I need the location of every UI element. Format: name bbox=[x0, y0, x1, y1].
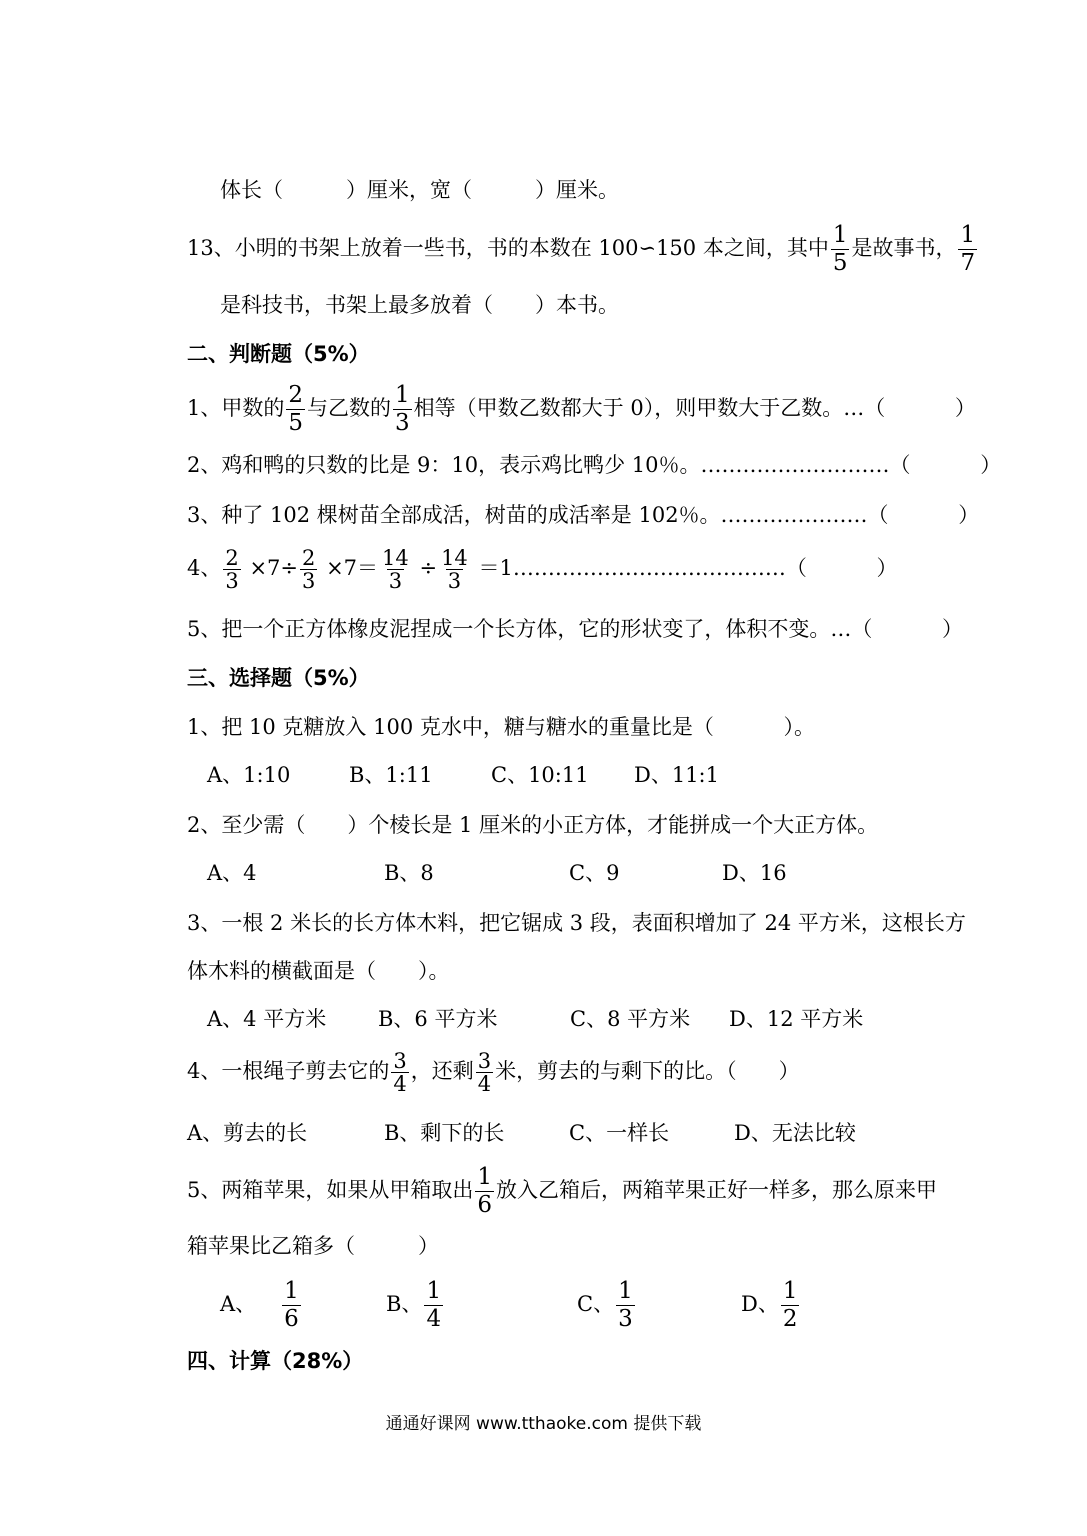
s3-q5-option-d-fraction: $\frac{1}{2}$ bbox=[782, 1278, 798, 1332]
q13-text-a: 13、小明的书架上放着一些书，书的本数在 100∽150 本之间，其中 bbox=[187, 236, 829, 260]
s3-q5-option-b-fraction: $\frac{1}{4}$ bbox=[426, 1278, 442, 1332]
s3-q1-option-c: C、10:11 bbox=[491, 763, 589, 787]
s3-q3-option-a: A、4 平方米 bbox=[207, 1007, 327, 1031]
s2-q1: 1、甲数的 $\frac{2}{5}$ 与乙数的 $\frac{1}{3}$ 相等（甲数乙数都大于 0），则甲数大于乙数。…（ ） bbox=[187, 382, 976, 436]
s3-q2-option-a: A、4 bbox=[207, 861, 257, 885]
s2-q4-fraction-2: $\frac{2}{3}$ bbox=[302, 546, 316, 593]
s3-q4-fraction-2: $\frac{3}{4}$ bbox=[477, 1049, 492, 1096]
s3-q5-option-c-fraction: $\frac{1}{3}$ bbox=[618, 1278, 633, 1332]
s3-q3-line2: 体木料的横截面是（ ）。 bbox=[187, 959, 450, 983]
s3-q5-option-d: D、 $\frac{1}{2}$ bbox=[741, 1278, 798, 1332]
s3-q4-option-c: C、一样长 bbox=[569, 1121, 670, 1145]
s3-q1-option-b: B、1:11 bbox=[349, 763, 433, 787]
section4-title: 四、计算（28%） bbox=[187, 1349, 364, 1373]
s3-q4-option-d: D、无法比较 bbox=[734, 1121, 856, 1145]
s2-q4-fraction-3: $\frac{14}{3}$ bbox=[382, 546, 409, 593]
s3-q5-line2: 箱苹果比乙箱多（ ） bbox=[187, 1234, 439, 1258]
s3-q5-option-a-fraction: $\frac{1}{6}$ bbox=[284, 1278, 299, 1332]
q13-fraction-2: $\frac{1}{7}$ bbox=[960, 222, 976, 276]
s3-q1-option-d: D、11:1 bbox=[634, 763, 719, 787]
s3-q5-line1: 5、两箱苹果，如果从甲箱取出 $\frac{1}{6}$ 放入乙箱后，两箱苹果正好一样多，那么原来甲 bbox=[187, 1164, 938, 1218]
section2-title: 二、判断题（5%） bbox=[187, 342, 370, 366]
s2-q5: 5、把一个正方体橡皮泥捏成一个长方体，它的形状变了，体积不变。…（ ） bbox=[187, 617, 964, 641]
footer-download-note: 通通好课网 www.tthaoke.com 提供下载 bbox=[385, 1414, 702, 1434]
s3-q3-line1: 3、一根 2 米长的长方体木料，把它锯成 3 段，表面积增加了 24 平方米，这根长方 bbox=[187, 911, 966, 935]
q13-fraction-1: $\frac{1}{5}$ bbox=[832, 222, 848, 276]
s2-q2: 2、鸡和鸭的只数的比是 9：10，表示鸡比鸭少 10％。………………………（ ） bbox=[187, 453, 1002, 477]
s2-q4: 4、 $\frac{2}{3}$ ×7÷ $\frac{2}{3}$ ×7＝ $\frac{14}{3}$ ÷ $\frac{14}{3}$ ＝1…………………………………（ ） bbox=[187, 546, 898, 593]
s2-q1-fraction-1: $\frac{2}{5}$ bbox=[288, 382, 304, 436]
s3-q2: 2、至少需（ ）个棱长是 1 厘米的小正方体，才能拼成一个大正方体。 bbox=[187, 813, 879, 837]
s3-q3-option-c: C、8 平方米 bbox=[570, 1007, 691, 1031]
s3-q5-option-c: C、 $\frac{1}{3}$ bbox=[577, 1278, 633, 1332]
s3-q2-option-d: D、16 bbox=[722, 861, 787, 885]
q12-tail: 体长（ ）厘米，宽（ ）厘米。 bbox=[220, 178, 619, 202]
s3-q1: 1、把 10 克糖放入 100 克水中，糖与糖水的重量比是（ ）。 bbox=[187, 715, 816, 739]
s3-q2-option-b: B、8 bbox=[384, 861, 434, 885]
section3-title: 三、选择题（5%） bbox=[187, 666, 370, 690]
s2-q4-fraction-4: $\frac{14}{3}$ bbox=[441, 546, 468, 593]
s3-q5-fraction: $\frac{1}{6}$ bbox=[477, 1164, 493, 1218]
q13-line2: 是科技书，书架上最多放着（ ）本书。 bbox=[220, 293, 619, 317]
s3-q3-option-d: D、12 平方米 bbox=[729, 1007, 864, 1031]
s2-q3: 3、种了 102 棵树苗全部成活，树苗的成活率是 102％。…………………（ ） bbox=[187, 503, 980, 527]
s3-q4: 4、一根绳子剪去它的 $\frac{3}{4}$ ，还剩 $\frac{3}{4}$ 米，剪去的与剩下的比。（ ） bbox=[187, 1049, 800, 1096]
s2-q1-fraction-2: $\frac{1}{3}$ bbox=[395, 382, 410, 436]
s3-q5-option-a: A、 $\frac{1}{6}$ bbox=[220, 1278, 299, 1332]
s3-q4-option-b: B、剩下的长 bbox=[384, 1121, 505, 1145]
s3-q2-option-c: C、9 bbox=[569, 861, 620, 885]
s3-q1-option-a: A、1:10 bbox=[207, 763, 291, 787]
q13-line1 bbox=[187, 222, 979, 277]
s3-q4-fraction-1: $\frac{3}{4}$ bbox=[393, 1049, 407, 1096]
s3-q4-option-a: A、剪去的长 bbox=[187, 1121, 308, 1145]
q13-text-b: 是故事书， bbox=[851, 236, 957, 260]
s2-q4-fraction-1: $\frac{2}{3}$ bbox=[225, 546, 239, 593]
s3-q5-option-b: B、 $\frac{1}{4}$ bbox=[386, 1278, 442, 1332]
s3-q3-option-b: B、6 平方米 bbox=[378, 1007, 498, 1031]
